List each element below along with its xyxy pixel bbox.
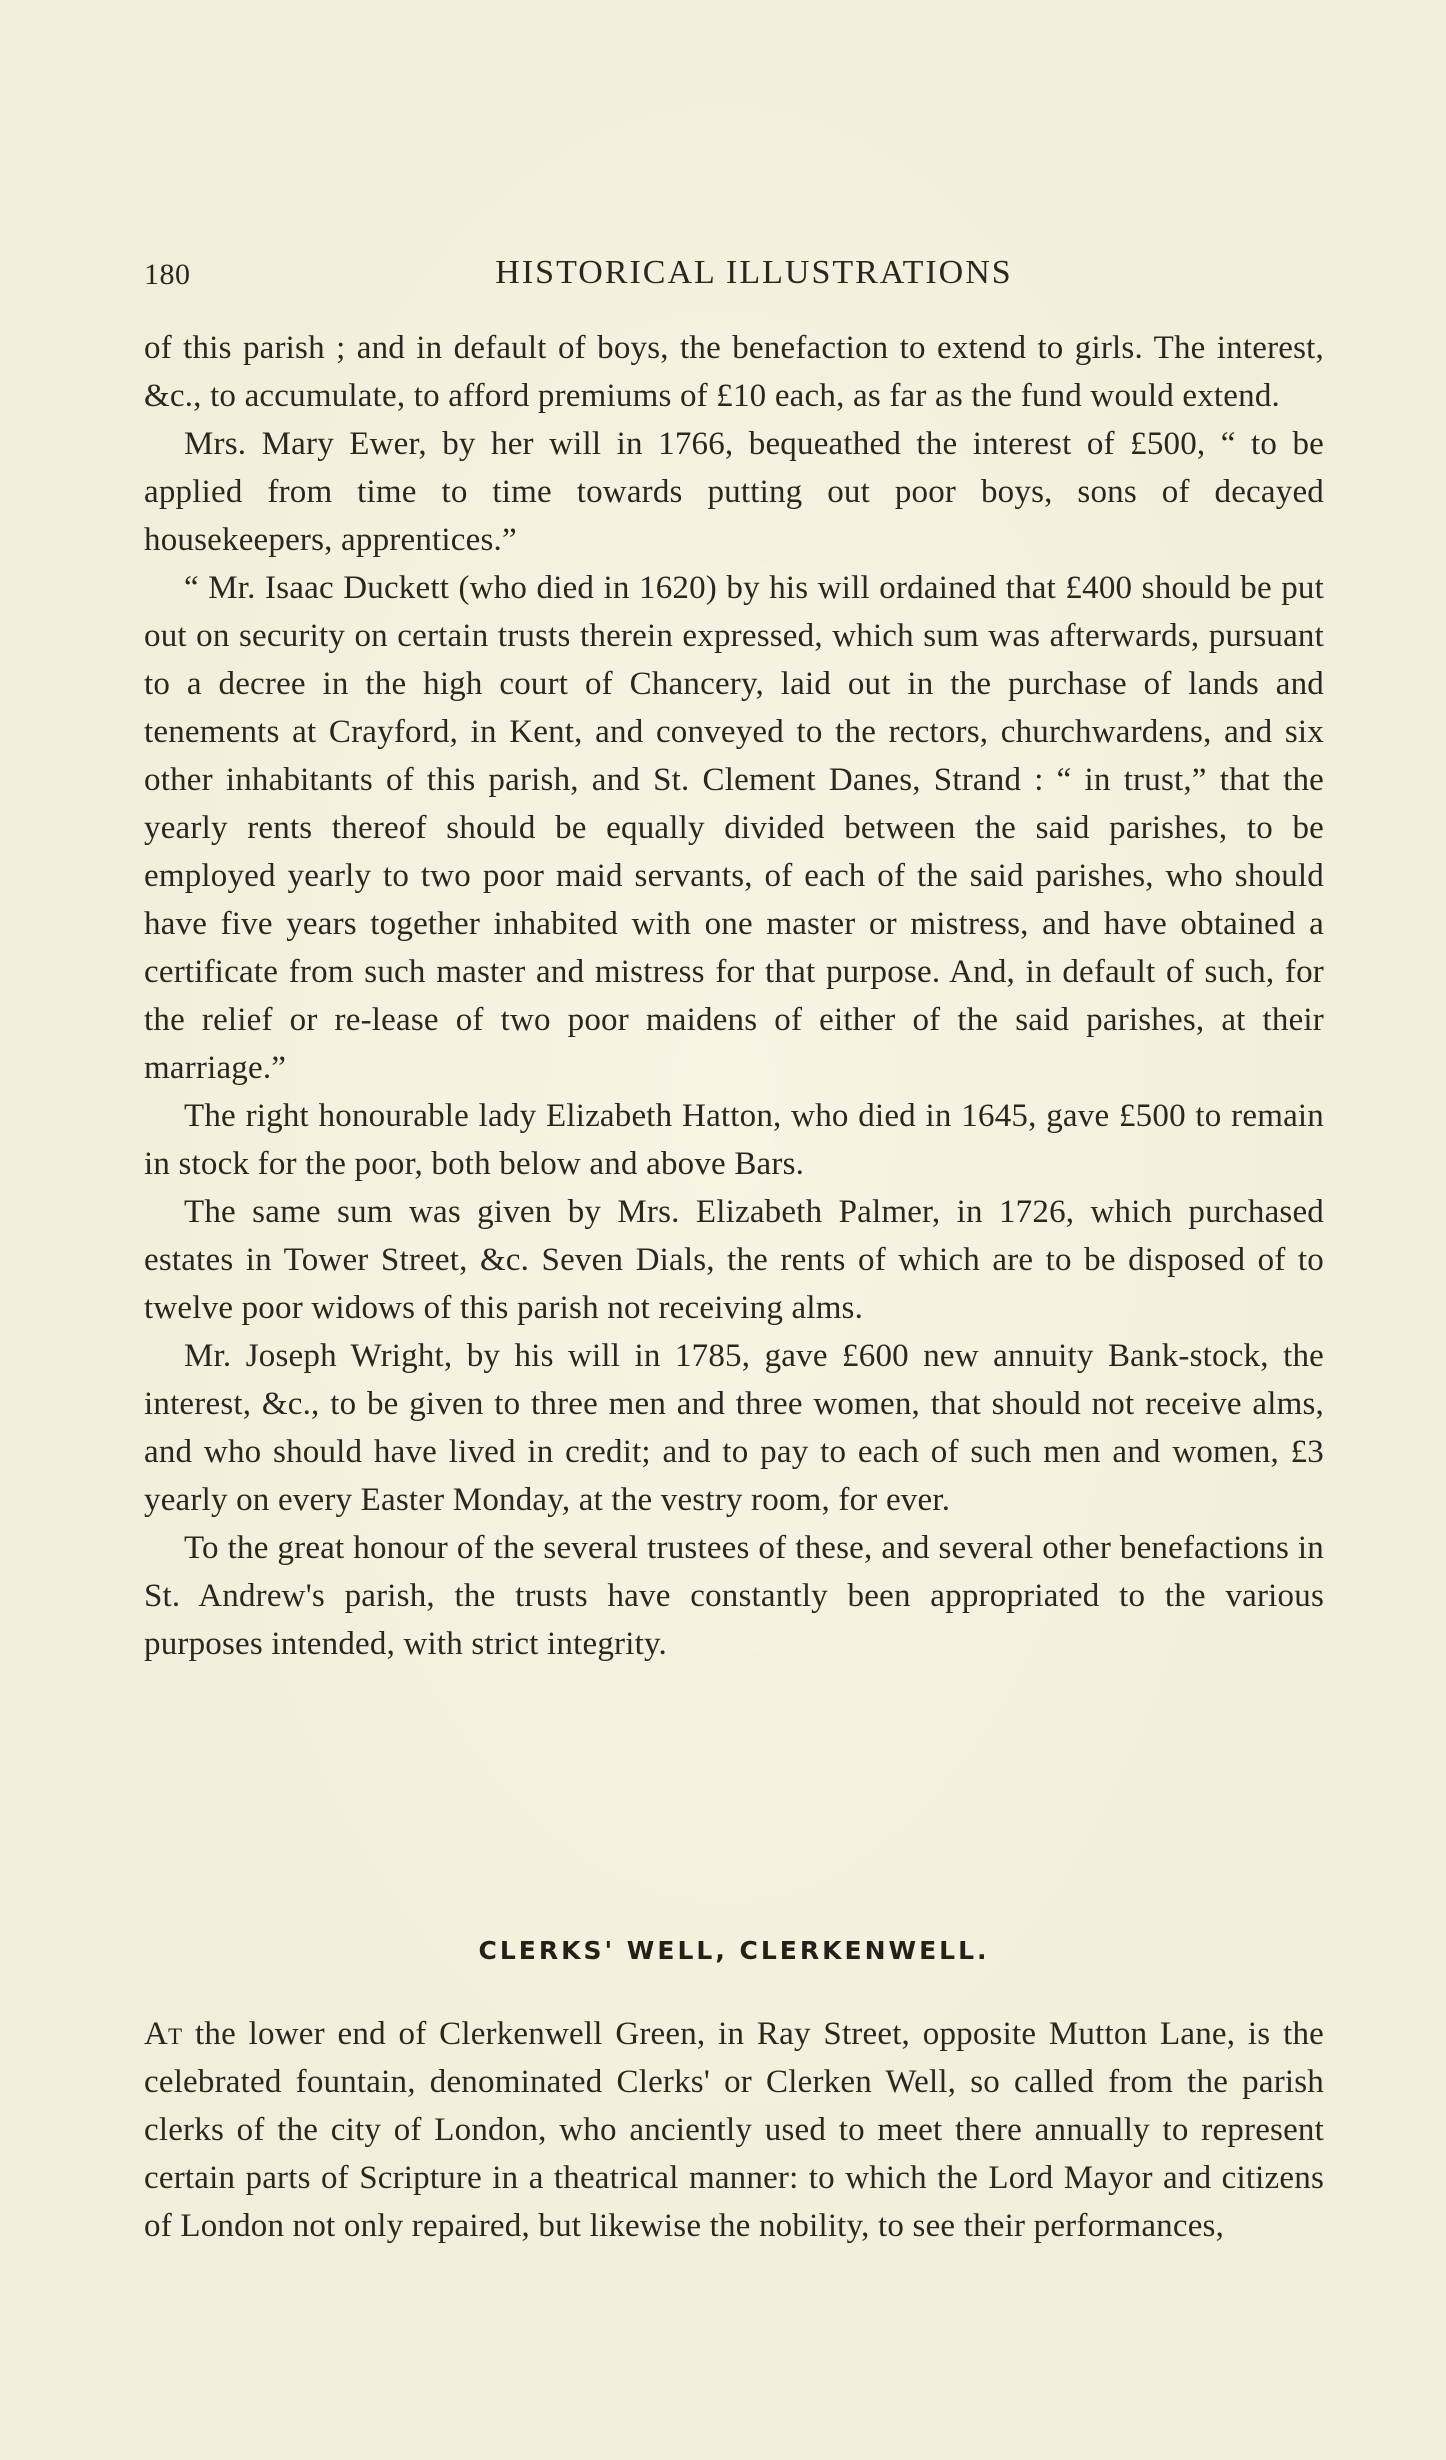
lead-in-word: At (144, 2016, 183, 2052)
page-number: 180 (144, 258, 191, 291)
running-title: HISTORICAL ILLUSTRATIONS (495, 254, 1013, 291)
paragraph-continued: of this parish ; and in default of boys, the benefaction to extend to girls. The interest, &c., to accumulate, to afford premiums of £10 each, as far as the fund would extend. (144, 330, 1324, 414)
paragraph-trustees: To the great honour of the several trustees of these, and several other benefactions in St. Andrew's parish, the trusts have constantly been appropriated to the various purposes intended, with strict integrity. (144, 1530, 1324, 1662)
paragraph-mary-ewer: Mrs. Mary Ewer, by her will in 1766, bequeathed the interest of £500, “ to be applied from time to time towards putting out poor boys, sons of decayed housekeepers, apprentices.” (144, 426, 1324, 558)
paragraph-elizabeth-hatton: The right honourable lady Elizabeth Hatton, who died in 1645, gave £500 to remain in stock for the poor, both below and above Bars. (144, 1098, 1324, 1182)
paragraph-elizabeth-palmer: The same sum was given by Mrs. Elizabeth Palmer, in 1726, which purchased estates in Tower Street, &c. Seven Dials, the rents of which are to be disposed of to twelve poor widows of this parish not receiving alms. (144, 1194, 1324, 1326)
paragraph-clerks-well-text: the lower end of Clerkenwell Green, in Ray Street, opposite Mutton Lane, is the celebrated fountain, denominated Clerks' or Clerken Well, so called from the parish clerks of the city of London, who anciently used to meet there annually to represent certain parts of Scripture in a theatrical manner: to which the Lord Mayor and citizens of London not only repaired, but likewise the nobility, to see their performances, (144, 2016, 1324, 2244)
paragraph-joseph-wright: Mr. Joseph Wright, by his will in 1785, gave £600 new annuity Bank-stock, the interest, &c., to be given to three men and three women, that should not receive alms, and who should have lived in credit; and to pay to each of such men and women, £3 yearly on every Easter Monday, at the vestry room, for ever. (144, 1338, 1324, 1518)
paragraph-isaac-duckett: “ Mr. Isaac Duckett (who died in 1620) by his will ordained that £400 should be put out on security on certain trusts therein expressed, which sum was afterwards, pursuant to a decree in the high court of Chancery, laid out in the purchase of lands and tenements at Crayford, in Kent, and conveyed to the rectors, churchwardens, and six other inhabitants of this parish, and St. Clement Danes, Strand : “ in trust,” that the yearly rents thereof should be equally divided between the said parishes, to be employed yearly to two poor maid servants, of each of the said parishes, who should have five years together inhabited with one master or mistress, and have obtained a certificate from such master and mistress for that purpose. And, in default of such, for the relief or re-lease of two poor maidens of either of the said parishes, at their marriage.” (144, 570, 1324, 1086)
section-text (144, 2010, 1324, 2250)
section-heading: CLERKS' WELL, CLERKENWELL. (478, 1936, 990, 1965)
running-head (144, 254, 1324, 300)
body-text (144, 324, 1324, 1668)
paragraph-clerks-well (144, 2010, 1324, 2250)
